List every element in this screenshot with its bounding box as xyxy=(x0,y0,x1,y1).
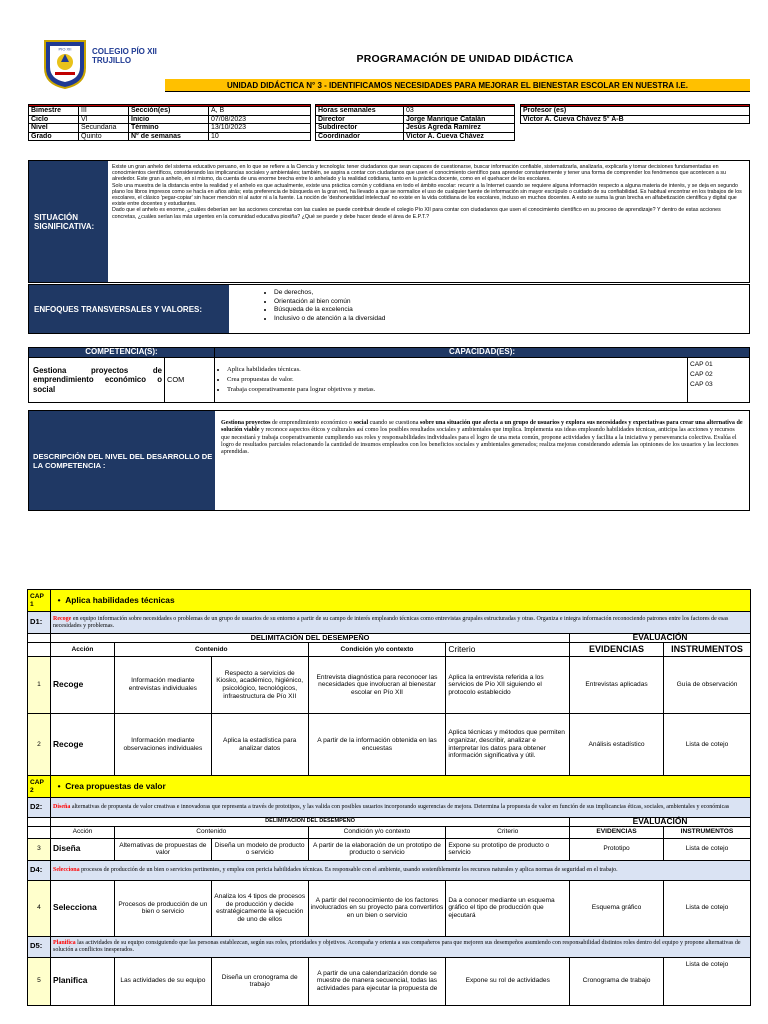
table-row xyxy=(28,838,751,860)
row-number: 1 xyxy=(28,657,51,714)
competencia-header: COMPETENCIA(S): xyxy=(29,348,215,358)
table-row xyxy=(316,115,515,124)
col-condicion: Condición y/o contexto xyxy=(308,643,446,657)
capacidad-title-text: Aplica habilidades técnicas xyxy=(65,594,175,605)
col-evidencias: EVIDENCIAS xyxy=(570,826,664,838)
enfoques-label: ENFOQUES TRANSVERSALES Y VALORES: xyxy=(29,285,229,333)
list-item: • Inclusivo o de atención a la diversidad xyxy=(274,315,385,324)
desempeno-id: D5: xyxy=(28,936,51,957)
table-header-row xyxy=(28,634,751,643)
desempeno-id: D2: xyxy=(28,798,51,818)
descripcion-bold: Gestiona proyectos xyxy=(221,420,271,426)
descripcion-bold: sobre una situación que afecta a un grupo de usuarios y explora sus necesidades y expectativas para crear una alternativa de solución viable xyxy=(221,420,743,434)
row-evidencia: Prototipo xyxy=(570,838,664,860)
svg-text:PIO XII: PIO XII xyxy=(58,46,72,52)
situacion-text xyxy=(108,161,749,282)
descripcion-bold: social xyxy=(353,420,369,426)
desempeno-row xyxy=(28,612,751,634)
desempeno-row xyxy=(28,860,751,880)
row-number: 3 xyxy=(28,838,51,860)
table-row xyxy=(28,880,751,936)
info-value: VI xyxy=(79,115,129,124)
situacion-paragraph: Solo una muestra de la distancia entre la realidad y el anhelo es que actualmente, existe una práctica común y cotidiana en todo el ámbito escolar: recurrir a la Internet cuando se requiere alguna información respecto a alguna materia de interés, y se deja en segundo plano los libros impresos como se hacía en años atrás; esta preferencia de búsqueda en la gran red, ha llevado a que se normalice el uso de cualquier fuente de información sin mayor escrúpulo o cuidado de su confiabilidad. Es habitual encontrar en los trabajos de los escolares, el clásico 'pegar-copiar' sin hacer mención ni al autor ni a la fuente. La noción de 'deshonestidad intelectual' no existe en la vida cotidiana de los escolares, incluso en muchos docentes. A esto se suma la gran brecha en alfabetización científica y digital que existe entre docentes y estudiantes. xyxy=(112,182,742,208)
row-contenido: Información mediante entrevistas individuales xyxy=(114,657,211,714)
col-condicion: Condición y/o contexto xyxy=(308,826,446,838)
col-accion: Acción xyxy=(50,826,114,838)
desempeno-verb: Diseña xyxy=(52,804,71,811)
capacidad-id: CAP 2 xyxy=(28,776,51,798)
col-criterio: Criterio xyxy=(446,826,570,838)
table-row xyxy=(521,107,750,116)
row-condicion: Entrevista diagnóstica para reconocer las necesidades que involucran al bienestar escolar en Pío XII xyxy=(308,657,446,714)
row-contenido-detalle: Aplica la estadística para analizar datos xyxy=(211,714,308,776)
desempeno-text xyxy=(50,936,750,957)
col-instrumentos: INSTRUMENTOS xyxy=(663,826,750,838)
capacidad-code: CAP 03 xyxy=(690,381,713,388)
desempeno-text xyxy=(50,612,750,634)
table-header-row xyxy=(29,348,750,358)
desempeno-row xyxy=(28,936,751,957)
info-label: Nivel xyxy=(29,124,79,133)
info-value: Quinto xyxy=(79,132,129,141)
school-logo xyxy=(42,38,88,90)
desempeno-span: en equipo información sobre necesidades o problemas de un grupo de usuarios de su entorno a partir de su campo de interés empleando técnicas como entrevistas grupales estructuradas y otras. Organiza e integra información reconociendo patrones entre los factores de esas necesidades y problemas. xyxy=(52,615,729,629)
competencia-table xyxy=(28,347,750,403)
descripcion-text xyxy=(215,411,749,510)
row-evidencia: Cronograma de trabajo xyxy=(570,957,664,1005)
capacidad-title: • Aplica habilidades técnicas xyxy=(50,590,750,612)
row-contenido-detalle: Respecto a servicios de Kiosko, académico, higiénico, psicológico, tecnológicos, infraestructura de Pío XII xyxy=(211,657,308,714)
situacion-significativa xyxy=(28,160,750,283)
row-evidencia: Esquema gráfico xyxy=(570,880,664,936)
col-accion: Acción xyxy=(50,643,114,657)
capacidad-code: CAP 01 xyxy=(690,361,713,368)
delimitacion-header: DELIMITACIÓN DEL DESEMPEÑO xyxy=(50,634,569,643)
table-row xyxy=(316,107,515,116)
info-value: A, B xyxy=(209,107,311,116)
list-item: • Trabaja cooperativamente para lograr objetivos y metas. xyxy=(227,385,685,395)
descripcion-label: DESCRIPCIÓN DEL NIVEL DEL DESARROLLO DE LA COMPETENCIA : xyxy=(29,411,215,510)
competencia-code: COM xyxy=(165,358,215,403)
desempeno-text xyxy=(50,860,750,880)
row-criterio: Aplica técnicas y métodos que permiten organizar, describir, analizar e interpretar los datos para obtener información significativa y útil. xyxy=(446,714,570,776)
evaluacion-header: EVALUACIÓN xyxy=(570,634,751,643)
desempeno-span: las actividades de su equipo consiguiendo que las personas establezcan, según sus roles, prioridades y objetivos. Acompaña y orienta a sus compañeros para que mejoren sus desempeños asumiendo con responsabilidad distintos roles dentro del equipo y propone alternativas de solución a conflictos inesperados. xyxy=(52,939,741,953)
info-table-a xyxy=(28,104,311,141)
info-label: Ciclo xyxy=(29,115,79,124)
evaluacion-header: EVALUACIÓN xyxy=(570,818,751,827)
descripcion-span: y reconoce aspectos éticos y culturales así como los posibles resultados sociales y ambientales que implica. Implementa sus ideas empleando habilidades técnicas, anticipa las acciones y recursos que necesitará y trabaja cooperativamente cumpliendo sus roles y responsabilidades individuales para el logro de una meta común, propone actividades y facilita a la iniciativa y perseverancia colectiva. Evalúa el logro de resultados parciales relacionando la cantidad de insumos empleados con los beneficios sociales y ambientales generados; realiza mejoras considerando además las opiniones de los usuarios y las lecciones aprendidas. xyxy=(221,427,739,456)
row-condicion: A partir de la elaboración de un prototipo de producto o servicio xyxy=(308,838,446,860)
capacidad-row xyxy=(28,776,751,798)
desempeno-verb: Recoge xyxy=(52,615,72,622)
row-criterio: Expone su prototipo de producto o servicio xyxy=(446,838,570,860)
competencia-name: Gestiona proyectos de emprendimiento económico o social xyxy=(29,358,165,403)
info-label: Horas semanales xyxy=(316,107,404,116)
descripcion-nivel xyxy=(28,410,750,511)
row-contenido-detalle: Diseña un modelo de producto o servicio xyxy=(211,838,308,860)
row-instrumento: Lista de cotejo xyxy=(663,714,750,776)
info-table-teacher xyxy=(520,104,750,124)
table-row xyxy=(316,132,515,141)
info-label: Término xyxy=(129,124,209,133)
capacidad-title: • Crea propuestas de valor xyxy=(50,776,750,798)
info-value: 10 xyxy=(209,132,311,141)
list-item: • Crea propuestas de valor. xyxy=(227,375,685,385)
row-condicion: A partir del reconocimiento de los factores involucrados en su proyecto para convertirlos en un bien o servicio xyxy=(308,880,446,936)
table-header-row xyxy=(28,826,751,838)
table-row xyxy=(521,115,750,124)
desempeno-verb: Selecciona xyxy=(52,866,80,873)
capacidad-id: CAP 1 xyxy=(28,590,51,612)
blank-cell xyxy=(28,818,51,827)
row-instrumento: Lista de cotejo xyxy=(663,880,750,936)
capacidad-codes xyxy=(688,358,750,403)
desempeno-verb: Planifica xyxy=(52,939,76,946)
info-label: Subdirector xyxy=(316,124,404,133)
info-label: Sección(es) xyxy=(129,107,209,116)
row-contenido: Procesos de producción de un bien o servicio xyxy=(114,880,211,936)
capacidad-row xyxy=(28,590,751,612)
descripcion-span: de emprendimiento económico o xyxy=(270,420,354,426)
row-accion: Recoge xyxy=(50,657,114,714)
table-row xyxy=(28,957,751,1005)
situacion-paragraph: Dado que el anhelo es enorme, ¿cuáles deberían ser las acciones concretas con las cuales se puede contribuir desde el colegio Pío XII para contar con ciudadanos que usen el conocimiento científico en su proceso de aprendizaje? Y dentro de estas acciones concretas, ¿cuáles serían las más urgentes en la comunidad educativa pioxiña? ¿Qué se puede y debe hacer desde el área de E.P.T.? xyxy=(112,207,721,220)
info-value: 07/08/2023 xyxy=(209,115,311,124)
row-condicion: A partir de la información obtenida en las encuestas xyxy=(308,714,446,776)
delimitacion-header: DELIMITACIÓN DEL DESEMPEÑO xyxy=(50,818,569,827)
desempeno-id: D1: xyxy=(28,612,51,634)
row-accion: Selecciona xyxy=(50,880,114,936)
table-row xyxy=(28,657,751,714)
row-condicion: A partir de una calendarización donde se muestre de manera secuencial, todas las actividades para ejecutar la propuesta de xyxy=(308,957,446,1005)
school-name xyxy=(92,47,157,65)
capacidades-header: CAPACIDAD(ES): xyxy=(215,348,750,358)
desempeno-id: D4: xyxy=(28,860,51,880)
row-number: 4 xyxy=(28,880,51,936)
table-row xyxy=(29,115,311,124)
desempeno-span: procesos de producción de un bien o servicios pertinentes, y emplea con pericia habilidades técnicas. Es responsable con el ambiente, usando sosteniblemente los recursos naturales y aplica normas de seguridad en el trabajo. xyxy=(79,866,618,873)
row-contenido: Las actividades de su equipo xyxy=(114,957,211,1005)
col-contenido: Contenido xyxy=(114,826,308,838)
list-item: • Orientación al bien común xyxy=(274,298,385,307)
row-evidencia: Análisis estadístico xyxy=(570,714,664,776)
situacion-label: SITUACIÓN SIGNIFICATIVA: xyxy=(29,161,108,282)
col-criterio: Criterio xyxy=(446,643,570,657)
col-evidencias: EVIDENCIAS xyxy=(570,643,664,657)
info-value: 03 xyxy=(404,107,515,116)
info-value: Jorge Manrique Catalán xyxy=(404,115,515,124)
info-table-b xyxy=(315,104,515,141)
table-row xyxy=(28,714,751,776)
row-accion: Planifica xyxy=(50,957,114,1005)
row-instrumento: Lista de cotejo xyxy=(663,957,750,1005)
desempeno-span: alternativas de propuesta de valor creativas e innovadoras que representa a través de prototipos, y las valida con posibles usuarios incorporando sugerencias de mejora. Determina la propuesta de valor en función de sus implicancias éticas, sociales, ambientales y económicas xyxy=(70,804,730,811)
teacher-value: Víctor A. Cueva Chávez 5° A-B xyxy=(521,115,750,124)
info-value: Jesús Agreda Ramírez xyxy=(404,124,515,133)
row-criterio: Da a conocer mediante un esquema gráfico el tipo de producción que ejecutará xyxy=(446,880,570,936)
capacidades-cell xyxy=(215,358,688,403)
row-instrumento: Lista de cotejo xyxy=(663,838,750,860)
info-label: Grado xyxy=(29,132,79,141)
enfoques-list xyxy=(229,285,385,333)
school-name-line1: COLEGIO PÍO XII xyxy=(92,47,157,56)
capacidad-title-text: Crea propuestas de valor xyxy=(65,780,166,791)
blank-cell xyxy=(28,826,51,838)
desempeno-text xyxy=(50,798,750,818)
row-contenido: Información mediante observaciones individuales xyxy=(114,714,211,776)
table-row xyxy=(29,124,311,133)
school-name-line2: TRUJILLO xyxy=(92,56,132,65)
document-title: PROGRAMACIÓN DE UNIDAD DIDÁCTICA xyxy=(356,53,574,65)
info-value: Víctor A. Cueva Chávez xyxy=(404,132,515,141)
row-number: 5 xyxy=(28,957,51,1005)
info-value: Secundaria xyxy=(79,124,129,133)
table-row xyxy=(29,358,750,403)
row-contenido-detalle: Diseña un cronograma de trabajo xyxy=(211,957,308,1005)
blank-cell xyxy=(28,634,51,643)
table-row xyxy=(316,124,515,133)
capacidades-list xyxy=(217,365,685,395)
table-row xyxy=(29,132,311,141)
teacher-label: Profesor (es) xyxy=(521,107,750,116)
row-contenido: Alternativas de propuestas de valor xyxy=(114,838,211,860)
info-label: N° de semanas xyxy=(129,132,209,141)
info-value: 13/10/2023 xyxy=(209,124,311,133)
info-value: III xyxy=(79,107,129,116)
info-label: Bimestre xyxy=(29,107,79,116)
row-criterio: Aplica la entrevista referida a los servicios de Pío XII siguiendo el protocolo establecido xyxy=(446,657,570,714)
row-criterio: Expone su rol de actividades xyxy=(446,957,570,1005)
row-instrumento: Guía de observación xyxy=(663,657,750,714)
table-header-row xyxy=(28,643,751,657)
info-label: Director xyxy=(316,115,404,124)
info-label: Inicio xyxy=(129,115,209,124)
enfoques-transversales xyxy=(28,284,750,334)
row-accion: Recoge xyxy=(50,714,114,776)
unit-title: UNIDAD DIDÁCTICA N° 3 - IDENTIFICAMOS NECESIDADES PARA MEJORAR EL BIENESTAR ESCOLAR EN NUESTRA I.E. xyxy=(165,79,750,92)
row-contenido-detalle: Analiza los 4 tipos de procesos de producción y decide estratégicamente la ejecución de uno de ellos xyxy=(211,880,308,936)
situacion-paragraph: Existe un gran anhelo del sistema educativo peruano, en lo que se refiere a la Ciencia y tecnología: tener ciudadanos que sean capaces de cuestionarse, buscar información confiable, sistematizarla, analizarla, explicarla y tomar decisiones fundamentadas en conocimientos científicos, considerando las implicancias sociales y ambientales; también, se aspira a contar con ciudadanos que usen el conocimiento científico para aprender constantemente y tener una forma de comprender los fenómenos que acontecen a su alrededor. Este gran a anhelo, en sí mismo, da cuenta de una enorme brecha entre lo anhelado y la realidad cotidiana, tanto en la práctica docente, como en el quehacer de los escolares. xyxy=(112,164,726,183)
list-item: • Aplica habilidades técnicas. xyxy=(227,365,685,375)
col-contenido: Contenido xyxy=(114,643,308,657)
row-evidencia: Entrevistas aplicadas xyxy=(570,657,664,714)
info-label: Coordinador xyxy=(316,132,404,141)
list-item: • De derechos, xyxy=(274,289,385,298)
descripcion-span: cuando se cuestiona xyxy=(368,420,420,426)
list-item: • Búsqueda de la excelencia xyxy=(274,306,385,315)
capacidad-code: CAP 02 xyxy=(690,371,713,378)
table-header-row xyxy=(28,818,751,827)
col-instrumentos: INSTRUMENTOS xyxy=(663,643,750,657)
desempeno-row xyxy=(28,798,751,818)
desempenos-table xyxy=(27,589,751,1006)
row-accion: Diseña xyxy=(50,838,114,860)
blank-cell xyxy=(28,643,51,657)
row-number: 2 xyxy=(28,714,51,776)
table-row xyxy=(29,107,311,116)
